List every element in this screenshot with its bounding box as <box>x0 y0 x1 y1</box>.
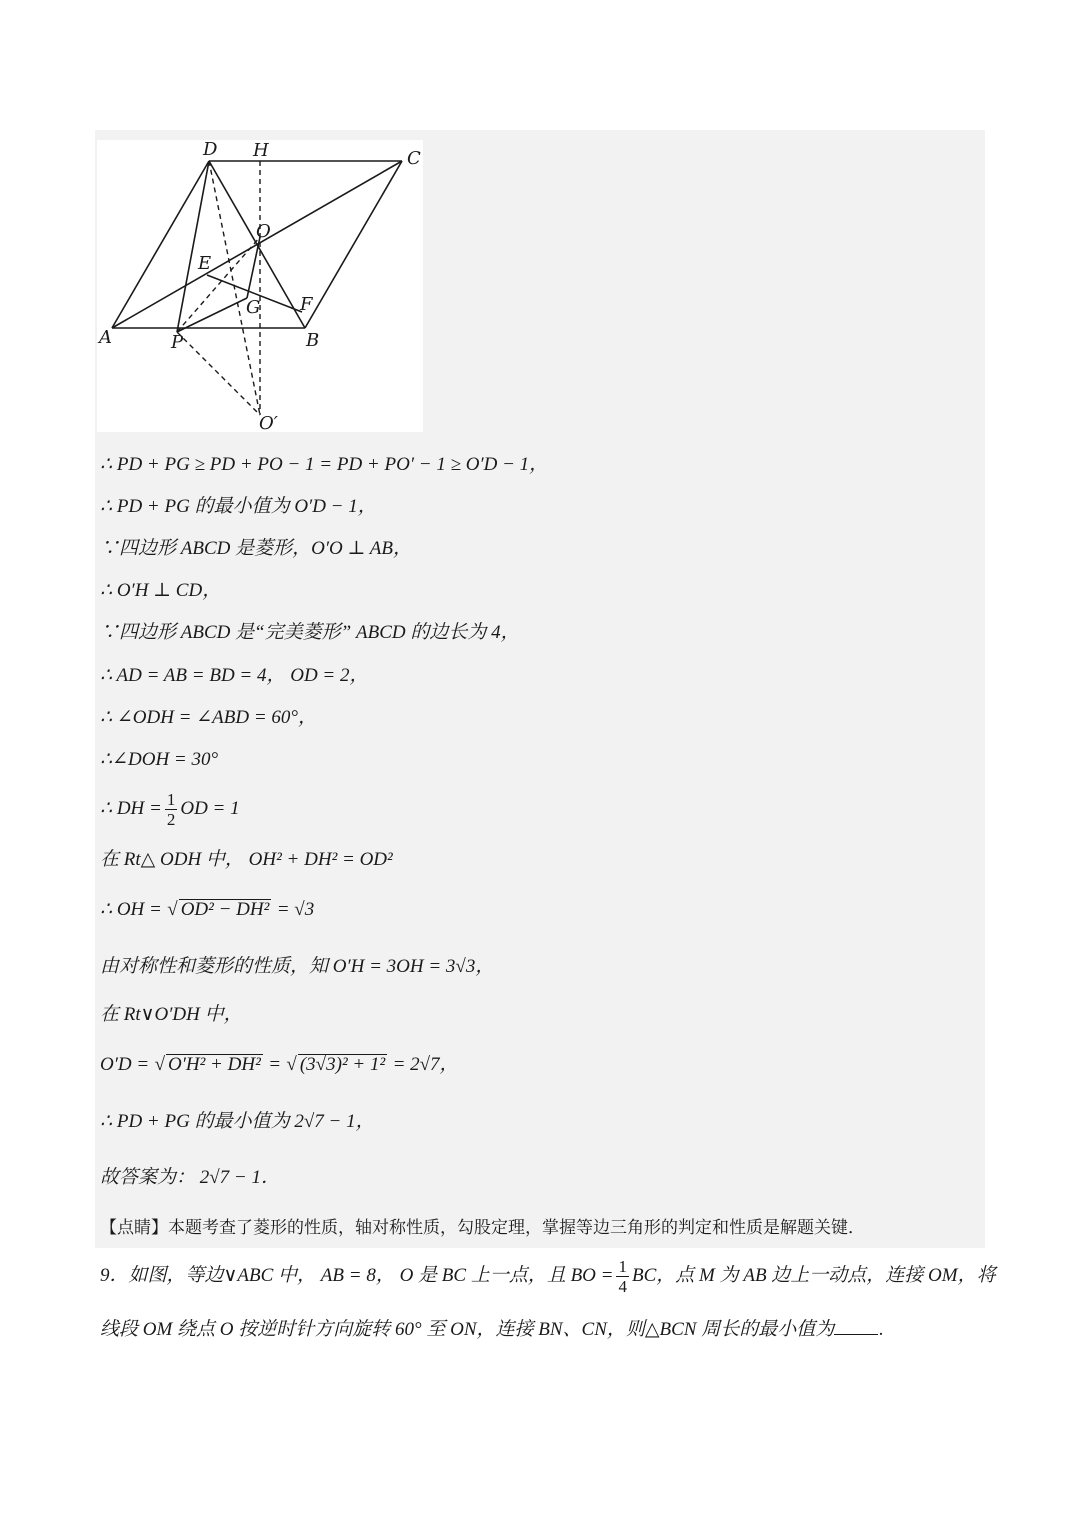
solution-line-1: ∴ PD + PG ≥ PD + PO − 1 = PD + PO′ − 1 ≥ O′D − 1， <box>100 454 549 475</box>
label-e: E <box>198 253 212 274</box>
label-b: B <box>306 330 320 351</box>
fraction-one-quarter: $\frac{1}{4}$ <box>618 1257 627 1296</box>
solution-line-12: 由对称性和菱形的性质，知 O′H = 3OH = 3√3， <box>100 956 495 977</box>
segment-po-prime <box>177 332 260 415</box>
solution-line-15: ∴ PD + PG 的最小值为 2√7 − 1， <box>100 1111 375 1132</box>
solution-line-10: 在 Rt△ ODH 中， OH² + DH² = OD² <box>100 849 393 870</box>
label-c: C <box>407 148 421 169</box>
label-h: H <box>253 140 269 161</box>
solution-line-7: ∴ ∠ODH = ∠ABD = 60°， <box>100 707 318 728</box>
segment-cb <box>305 161 402 328</box>
label-p: P <box>171 332 184 353</box>
label-o: O <box>256 221 271 242</box>
solution-line-8: ∴∠DOH = 30° <box>100 749 219 770</box>
question-line-1: 9．如图，等边∨ABC 中， AB = 8， O 是 BC 上一点，且 BO = $\frac{1}{4}$ BC，点 M 为 AB 边上一动点，连接 OM，将 <box>100 1257 996 1296</box>
fraction-one-half: $\frac{1}{2}$ <box>166 790 176 829</box>
solution-line-9: ∴ DH = $\frac{1}{2}$ OD = 1 <box>100 790 240 829</box>
rhombus-figure <box>97 140 423 432</box>
solution-line-2: ∴ PD + PG 的最小值为 O′D − 1， <box>100 496 377 517</box>
solution-line-14: O′D = √ O′H² + DH² = √ (3√3)² + 1² = 2√7， <box>100 1054 459 1075</box>
label-f: F <box>300 294 313 315</box>
label-a: A <box>99 327 112 348</box>
solution-line-13: 在 Rt∨O′DH 中， <box>100 1004 243 1025</box>
segment-do-prime <box>209 161 260 415</box>
answer-blank[interactable] <box>834 1316 878 1335</box>
segment-dp <box>177 161 212 332</box>
solution-line-11: ∴ OH = √ OD² − DH² = √3 <box>100 899 315 920</box>
solution-line-3: ∵四边形 ABCD 是菱形，O′O ⊥ AB， <box>100 538 412 559</box>
segment-ad <box>112 161 212 328</box>
solution-line-4: ∴ O′H ⊥ CD， <box>100 580 222 601</box>
segment-pg <box>177 298 247 332</box>
question-line-2: 线段 OM 绕点 O 按逆时针方向旋转 60° 至 ON，连接 BN、CN，则△BCN 周长的最小值为 . <box>100 1316 884 1342</box>
label-g: G <box>246 297 261 318</box>
geometry-diagram <box>97 140 423 432</box>
label-o-prime: O′ <box>259 413 278 432</box>
solution-line-5: ∵四边形 ABCD 是“完美菱形” ABCD 的边长为 4， <box>100 622 520 643</box>
solution-line-6: ∴ AD = AB = BD = 4， OD = 2， <box>100 665 369 686</box>
solution-line-16: 故答案为： 2√7 − 1． <box>100 1167 280 1188</box>
label-d: D <box>203 140 218 160</box>
solution-comment: 【点睛】本题考查了菱形的性质，轴对称性质，勾股定理，掌握等边三角形的判定和性质是解题关键． <box>100 1218 865 1238</box>
